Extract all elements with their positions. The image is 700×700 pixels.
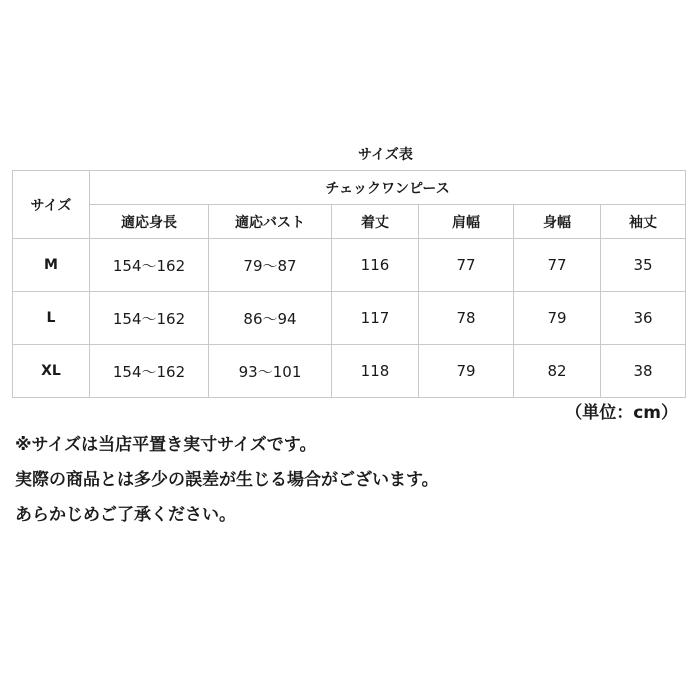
column-header: 適応バスト [209,205,332,239]
table-cell: 79 [419,345,514,398]
size-table [12,170,686,398]
table-cell: 154～162 [90,292,209,345]
table-cell: 35 [601,239,686,292]
column-header: 肩幅 [419,205,514,239]
note-line: ※サイズは当店平置き実寸サイズです。 [15,435,317,455]
table-cell: 118 [332,345,419,398]
note-line: あらかじめご了承ください。 [15,505,236,525]
column-header: 身幅 [514,205,601,239]
table-cell: 36 [601,292,686,345]
column-header: 着丈 [332,205,419,239]
table-header-row-group [13,171,686,205]
table-cell: 93～101 [209,345,332,398]
table-cell: 82 [514,345,601,398]
size-label: XL [13,345,90,398]
table-cell: 117 [332,292,419,345]
table-row [13,292,686,345]
note-line: 実際の商品とは多少の誤差が生じる場合がございます。 [15,470,439,490]
table-cell: 79～87 [209,239,332,292]
column-header: 適応身長 [90,205,209,239]
table-cell: 116 [332,239,419,292]
size-label: M [13,239,90,292]
table-cell: 77 [514,239,601,292]
table-cell: 154～162 [90,239,209,292]
column-header: 袖丈 [601,205,686,239]
size-column-header: サイズ [13,171,90,239]
product-group-header: チェックワンピース [90,171,686,205]
table-cell: 77 [419,239,514,292]
table-row [13,239,686,292]
table-cell: 154～162 [90,345,209,398]
table-cell: 86～94 [209,292,332,345]
table-cell: 79 [514,292,601,345]
table-row [13,345,686,398]
notes [15,428,695,533]
table-header-row-columns [13,205,686,239]
unit-note: （単位：cm） [565,403,678,423]
table-cell: 78 [419,292,514,345]
table-cell: 38 [601,345,686,398]
size-label: L [13,292,90,345]
table-title: サイズ表 [358,147,413,163]
